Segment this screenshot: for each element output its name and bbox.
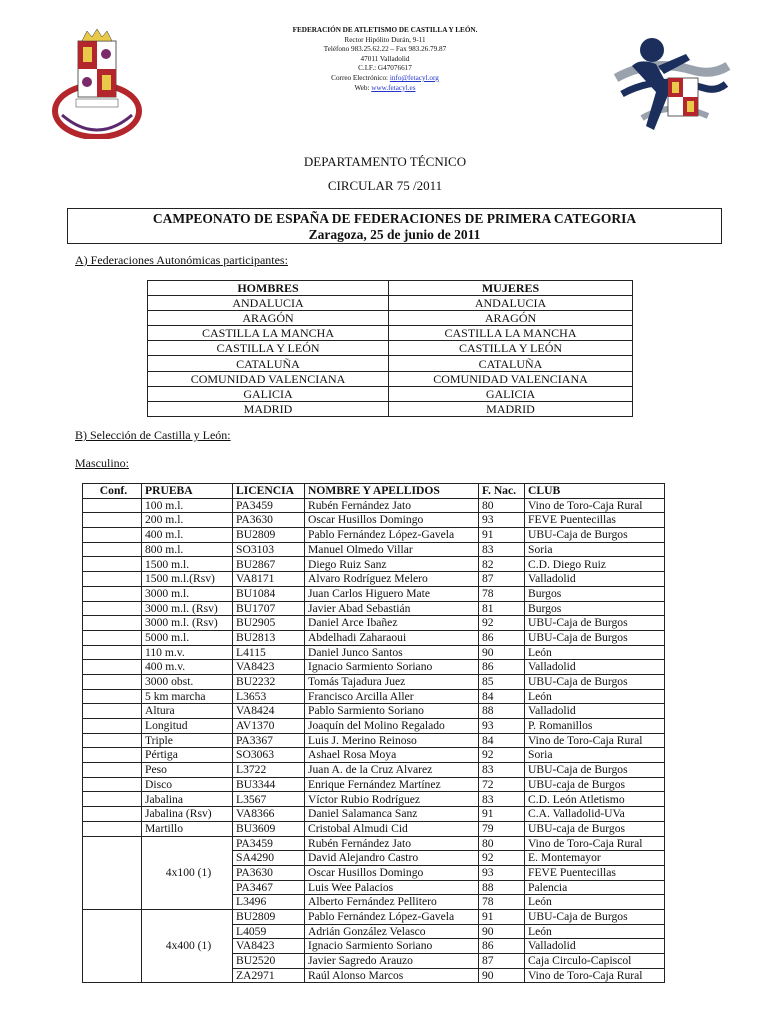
header-nombre: NOMBRE Y APELLIDOS <box>305 484 479 499</box>
cell-nombre: Oscar Husillos Domingo <box>305 513 479 528</box>
cell-conf <box>83 836 142 909</box>
cell-prueba: 3000 m.l. (Rsv) <box>142 601 233 616</box>
cell-nombre: Abdelhadi Zaharaoui <box>305 630 479 645</box>
cell-nombre: Joaquín del Molino Regalado <box>305 719 479 734</box>
cell-club: Valladolid <box>525 704 665 719</box>
federation-crest-logo <box>52 27 142 139</box>
cell-nombre: Cristobal Almudi Cid <box>305 821 479 836</box>
cell-club: UBU-Caja de Burgos <box>525 909 665 924</box>
cell-fnac: 90 <box>479 645 525 660</box>
email-label: Correo Electrónico: <box>331 73 389 82</box>
cell-licencia: BU2905 <box>233 616 305 631</box>
men-header: HOMBRES <box>148 281 389 296</box>
cell-licencia: VA8423 <box>233 660 305 675</box>
cell-nombre: Luis J. Merino Reinoso <box>305 733 479 748</box>
cell-conf <box>83 807 142 822</box>
cell-conf <box>83 689 142 704</box>
cell-licencia: PA3459 <box>233 836 305 851</box>
cell-club: P. Romanillos <box>525 719 665 734</box>
email-line <box>230 74 540 84</box>
selection-header-row <box>83 484 665 499</box>
web-label: Web: <box>354 83 370 92</box>
championship-date: Zaragoza, 25 de junio de 2011 <box>308 227 481 242</box>
cell-prueba: 200 m.l. <box>142 513 233 528</box>
table-row <box>83 645 665 660</box>
cell-nombre: Daniel Salamanca Sanz <box>305 807 479 822</box>
table-row <box>83 601 665 616</box>
cell-licencia: BU2813 <box>233 630 305 645</box>
header-fnac: F. Nac. <box>479 484 525 499</box>
cell-prueba: Longitud <box>142 719 233 734</box>
email-link[interactable]: info@fetacyl.org <box>389 73 439 82</box>
cell-conf <box>83 586 142 601</box>
cell-nombre: Daniel Arce Ibañez <box>305 616 479 631</box>
cell-nombre: Manuel Olmedo Villar <box>305 542 479 557</box>
cell-prueba: Martillo <box>142 821 233 836</box>
masculino-label: Masculino: <box>75 456 129 470</box>
cell-prueba: 5 km marcha <box>142 689 233 704</box>
cell-club: Soria <box>525 542 665 557</box>
cell-club: Vino de Toro-Caja Rural <box>525 733 665 748</box>
cell-club: Palencia <box>525 880 665 895</box>
table-row <box>83 807 665 822</box>
cell-nombre: Pablo Fernández López-Gavela <box>305 528 479 543</box>
cell-prueba: 100 m.l. <box>142 498 233 513</box>
table-row <box>83 777 665 792</box>
cell-conf <box>83 513 142 528</box>
table-row <box>83 542 665 557</box>
federation-row <box>148 401 633 416</box>
men-federation: CATALUÑA <box>148 356 389 371</box>
cell-nombre: Pablo Sarmiento Soriano <box>305 704 479 719</box>
cell-relay-event: 4x100 (1) <box>142 836 233 909</box>
cell-fnac: 82 <box>479 557 525 572</box>
cell-conf <box>83 616 142 631</box>
cell-club: Valladolid <box>525 572 665 587</box>
cell-fnac: 78 <box>479 895 525 910</box>
men-federation: MADRID <box>148 401 389 416</box>
championship-title: CAMPEONATO DE ESPAÑA DE FEDERACIONES DE PRIMERA CATEGORIA <box>152 211 637 226</box>
cell-fnac: 80 <box>479 498 525 513</box>
cell-conf <box>83 572 142 587</box>
section-a-heading: A) Federaciones Autonómicas participantes: <box>75 253 288 267</box>
cell-nombre: Juan A. de la Cruz Alvarez <box>305 763 479 778</box>
runner-logo <box>612 30 732 144</box>
cell-nombre: Raúl Alonso Marcos <box>305 968 479 983</box>
cell-nombre: Oscar Husillos Domingo <box>305 865 479 880</box>
cell-fnac: 86 <box>479 939 525 954</box>
table-row <box>83 763 665 778</box>
cell-conf <box>83 777 142 792</box>
cell-licencia: PA3630 <box>233 513 305 528</box>
cell-licencia: VA8366 <box>233 807 305 822</box>
cell-conf <box>83 557 142 572</box>
cell-club: Burgos <box>525 586 665 601</box>
cell-prueba: Peso <box>142 763 233 778</box>
cell-prueba: 110 m.v. <box>142 645 233 660</box>
cell-nombre: Adrián González Velasco <box>305 924 479 939</box>
cell-nombre: Alvaro Rodríguez Melero <box>305 572 479 587</box>
cell-licencia: SA4290 <box>233 851 305 866</box>
cell-nombre: David Alejandro Castro <box>305 851 479 866</box>
relay-row <box>83 836 665 851</box>
cell-nombre: Javier Sagredo Arauzo <box>305 954 479 969</box>
men-federation: GALICIA <box>148 386 389 401</box>
federation-row <box>148 386 633 401</box>
cell-licencia: L4115 <box>233 645 305 660</box>
cell-prueba: 5000 m.l. <box>142 630 233 645</box>
cell-fnac: 91 <box>479 528 525 543</box>
cell-nombre: Rubén Fernández Jato <box>305 836 479 851</box>
cell-club: Valladolid <box>525 660 665 675</box>
cell-licencia: SO3063 <box>233 748 305 763</box>
cell-conf <box>83 821 142 836</box>
cell-club: C.D. Diego Ruiz <box>525 557 665 572</box>
cell-club: UBU-caja de Burgos <box>525 777 665 792</box>
header-club: CLUB <box>525 484 665 499</box>
cell-club: León <box>525 645 665 660</box>
women-federation: MADRID <box>389 401 633 416</box>
table-row <box>83 498 665 513</box>
cell-fnac: 86 <box>479 660 525 675</box>
table-row <box>83 674 665 689</box>
cell-licencia: BU2232 <box>233 674 305 689</box>
cell-prueba: 3000 m.l. (Rsv) <box>142 616 233 631</box>
cell-nombre: Luis Wee Palacios <box>305 880 479 895</box>
cell-fnac: 87 <box>479 954 525 969</box>
federation-row <box>148 296 633 311</box>
section-b-heading: B) Selección de Castilla y León: <box>75 428 231 442</box>
cell-fnac: 92 <box>479 748 525 763</box>
circular-number: CIRCULAR 75 /2011 <box>327 178 443 193</box>
cell-club: Burgos <box>525 601 665 616</box>
header-licencia: LICENCIA <box>233 484 305 499</box>
federation-header <box>230 26 540 93</box>
women-federation: COMUNIDAD VALENCIANA <box>389 371 633 386</box>
cell-prueba: Jabalina (Rsv) <box>142 807 233 822</box>
federation-row <box>148 341 633 356</box>
cell-club: Vino de Toro-Caja Rural <box>525 968 665 983</box>
cell-relay-event: 4x400 (1) <box>142 909 233 982</box>
cif-line: C.I.F.: G47076617 <box>358 64 412 73</box>
cell-licencia: L3496 <box>233 895 305 910</box>
cell-club: Vino de Toro-Caja Rural <box>525 836 665 851</box>
cell-club: UBU-Caja de Burgos <box>525 763 665 778</box>
cell-nombre: Alberto Fernández Pellitero <box>305 895 479 910</box>
cell-club: Soria <box>525 748 665 763</box>
cell-prueba: Pértiga <box>142 748 233 763</box>
cell-nombre: Víctor Rubio Rodríguez <box>305 792 479 807</box>
cell-prueba: 1500 m.l. <box>142 557 233 572</box>
city-line: 47011 Valladolid <box>360 54 410 63</box>
federation-row <box>148 311 633 326</box>
cell-conf <box>83 909 142 982</box>
championship-title-box <box>67 208 722 244</box>
cell-club: Vino de Toro-Caja Rural <box>525 498 665 513</box>
web-line <box>230 84 540 94</box>
women-federation: ARAGÓN <box>389 311 633 326</box>
cell-nombre: Ashael Rosa Moya <box>305 748 479 763</box>
table-row <box>83 689 665 704</box>
cell-conf <box>83 601 142 616</box>
cell-licencia: PA3467 <box>233 880 305 895</box>
cell-fnac: 84 <box>479 689 525 704</box>
cell-conf <box>83 660 142 675</box>
cell-licencia: BU1707 <box>233 601 305 616</box>
cell-licencia: VA8423 <box>233 939 305 954</box>
cell-club: UBU-Caja de Burgos <box>525 674 665 689</box>
men-federation: ANDALUCIA <box>148 296 389 311</box>
cell-club: UBU-Caja de Burgos <box>525 616 665 631</box>
phone-line: Teléfono 983.25.62.22 – Fax 983.26.79.87 <box>323 45 447 54</box>
table-row <box>83 733 665 748</box>
cell-prueba: Jabalina <box>142 792 233 807</box>
cell-fnac: 81 <box>479 601 525 616</box>
table-row <box>83 586 665 601</box>
cell-prueba: 1500 m.l.(Rsv) <box>142 572 233 587</box>
cell-fnac: 90 <box>479 924 525 939</box>
cell-fnac: 83 <box>479 763 525 778</box>
cell-licencia: VA8424 <box>233 704 305 719</box>
cell-fnac: 72 <box>479 777 525 792</box>
federation-row <box>148 371 633 386</box>
cell-nombre: Juan Carlos Higuero Mate <box>305 586 479 601</box>
cell-licencia: SO3103 <box>233 542 305 557</box>
cell-nombre: Daniel Junco Santos <box>305 645 479 660</box>
cell-nombre: Ignacio Sarmiento Soriano <box>305 939 479 954</box>
table-row <box>83 660 665 675</box>
cell-fnac: 92 <box>479 851 525 866</box>
cell-conf <box>83 542 142 557</box>
header-prueba: PRUEBA <box>142 484 233 499</box>
women-federation: CASTILLA LA MANCHA <box>389 326 633 341</box>
header-conf: Conf. <box>83 484 142 499</box>
cell-prueba: 800 m.l. <box>142 542 233 557</box>
table-row <box>83 513 665 528</box>
web-link[interactable]: www.fetacyl.es <box>371 83 416 92</box>
cell-licencia: VA8171 <box>233 572 305 587</box>
cell-club: E. Montemayor <box>525 851 665 866</box>
cell-club: C.A. Valladolid-UVa <box>525 807 665 822</box>
cell-fnac: 86 <box>479 630 525 645</box>
federations-header-row <box>148 281 633 296</box>
federations-table <box>147 280 633 417</box>
cell-fnac: 87 <box>479 572 525 587</box>
cell-fnac: 84 <box>479 733 525 748</box>
cell-fnac: 88 <box>479 704 525 719</box>
cell-club: León <box>525 689 665 704</box>
cell-fnac: 78 <box>479 586 525 601</box>
cell-licencia: BU2520 <box>233 954 305 969</box>
cell-nombre: Tomás Tajadura Juez <box>305 674 479 689</box>
cell-licencia: L3567 <box>233 792 305 807</box>
cell-nombre: Javier Abad Sebastián <box>305 601 479 616</box>
table-row <box>83 616 665 631</box>
cell-prueba: Triple <box>142 733 233 748</box>
cell-fnac: 93 <box>479 719 525 734</box>
address-line: Rector Hipólito Durán, 9-11 <box>344 35 426 44</box>
relay-row <box>83 909 665 924</box>
cell-nombre: Pablo Fernández López-Gavela <box>305 909 479 924</box>
federation-row <box>148 356 633 371</box>
cell-prueba: 3000 obst. <box>142 674 233 689</box>
cell-fnac: 79 <box>479 821 525 836</box>
women-federation: CATALUÑA <box>389 356 633 371</box>
cell-club: Caja Circulo-Capiscol <box>525 954 665 969</box>
table-row <box>83 792 665 807</box>
cell-fnac: 80 <box>479 836 525 851</box>
cell-fnac: 85 <box>479 674 525 689</box>
cell-fnac: 92 <box>479 616 525 631</box>
men-federation: CASTILLA Y LEÓN <box>148 341 389 356</box>
cell-conf <box>83 645 142 660</box>
cell-conf <box>83 528 142 543</box>
cell-licencia: BU2809 <box>233 528 305 543</box>
men-federation: CASTILLA LA MANCHA <box>148 326 389 341</box>
table-row <box>83 704 665 719</box>
cell-prueba: Disco <box>142 777 233 792</box>
cell-fnac: 91 <box>479 909 525 924</box>
department-title: DEPARTAMENTO TÉCNICO <box>303 154 467 169</box>
cell-nombre: Francisco Arcilla Aller <box>305 689 479 704</box>
cell-conf <box>83 674 142 689</box>
men-federation: ARAGÓN <box>148 311 389 326</box>
women-federation: CASTILLA Y LEÓN <box>389 341 633 356</box>
federation-name: FEDERACIÓN DE ATLETISMO DE CASTILLA Y LEÓN. <box>292 26 478 34</box>
cell-licencia: PA3367 <box>233 733 305 748</box>
cell-fnac: 90 <box>479 968 525 983</box>
cell-nombre: Ignacio Sarmiento Soriano <box>305 660 479 675</box>
cell-club: FEVE Puentecillas <box>525 513 665 528</box>
cell-club: UBU-Caja de Burgos <box>525 630 665 645</box>
cell-prueba: Altura <box>142 704 233 719</box>
cell-licencia: BU2867 <box>233 557 305 572</box>
cell-prueba: 400 m.l. <box>142 528 233 543</box>
cell-prueba: 3000 m.l. <box>142 586 233 601</box>
cell-conf <box>83 704 142 719</box>
cell-fnac: 93 <box>479 865 525 880</box>
cell-prueba: 400 m.v. <box>142 660 233 675</box>
table-row <box>83 528 665 543</box>
cell-club: C.D. León Atletismo <box>525 792 665 807</box>
cell-nombre: Diego Ruiz Sanz <box>305 557 479 572</box>
table-row <box>83 630 665 645</box>
table-row <box>83 748 665 763</box>
cell-fnac: 88 <box>479 880 525 895</box>
table-row <box>83 719 665 734</box>
cell-club: Valladolid <box>525 939 665 954</box>
cell-licencia: L4059 <box>233 924 305 939</box>
table-row <box>83 557 665 572</box>
cell-fnac: 93 <box>479 513 525 528</box>
cell-club: León <box>525 895 665 910</box>
cell-nombre: Rubén Fernández Jato <box>305 498 479 513</box>
cell-club: UBU-caja de Burgos <box>525 821 665 836</box>
cell-conf <box>83 630 142 645</box>
table-row <box>83 821 665 836</box>
cell-club: FEVE Puentecillas <box>525 865 665 880</box>
cell-licencia: L3653 <box>233 689 305 704</box>
cell-conf <box>83 733 142 748</box>
cell-licencia: BU2809 <box>233 909 305 924</box>
cell-fnac: 83 <box>479 542 525 557</box>
women-federation: GALICIA <box>389 386 633 401</box>
cell-licencia: BU3344 <box>233 777 305 792</box>
cell-licencia: BU1084 <box>233 586 305 601</box>
cell-conf <box>83 763 142 778</box>
selection-table <box>82 483 665 983</box>
cell-conf <box>83 792 142 807</box>
cell-licencia: L3722 <box>233 763 305 778</box>
cell-licencia: PA3630 <box>233 865 305 880</box>
cell-conf <box>83 719 142 734</box>
cell-licencia: ZA2971 <box>233 968 305 983</box>
cell-conf <box>83 498 142 513</box>
table-row <box>83 572 665 587</box>
cell-nombre: Enrique Fernández Martínez <box>305 777 479 792</box>
federation-row <box>148 326 633 341</box>
men-federation: COMUNIDAD VALENCIANA <box>148 371 389 386</box>
cell-licencia: BU3609 <box>233 821 305 836</box>
cell-club: UBU-Caja de Burgos <box>525 528 665 543</box>
women-header: MUJERES <box>389 281 633 296</box>
cell-fnac: 83 <box>479 792 525 807</box>
cell-licencia: AV1370 <box>233 719 305 734</box>
cell-club: León <box>525 924 665 939</box>
cell-licencia: PA3459 <box>233 498 305 513</box>
women-federation: ANDALUCIA <box>389 296 633 311</box>
cell-fnac: 91 <box>479 807 525 822</box>
cell-conf <box>83 748 142 763</box>
